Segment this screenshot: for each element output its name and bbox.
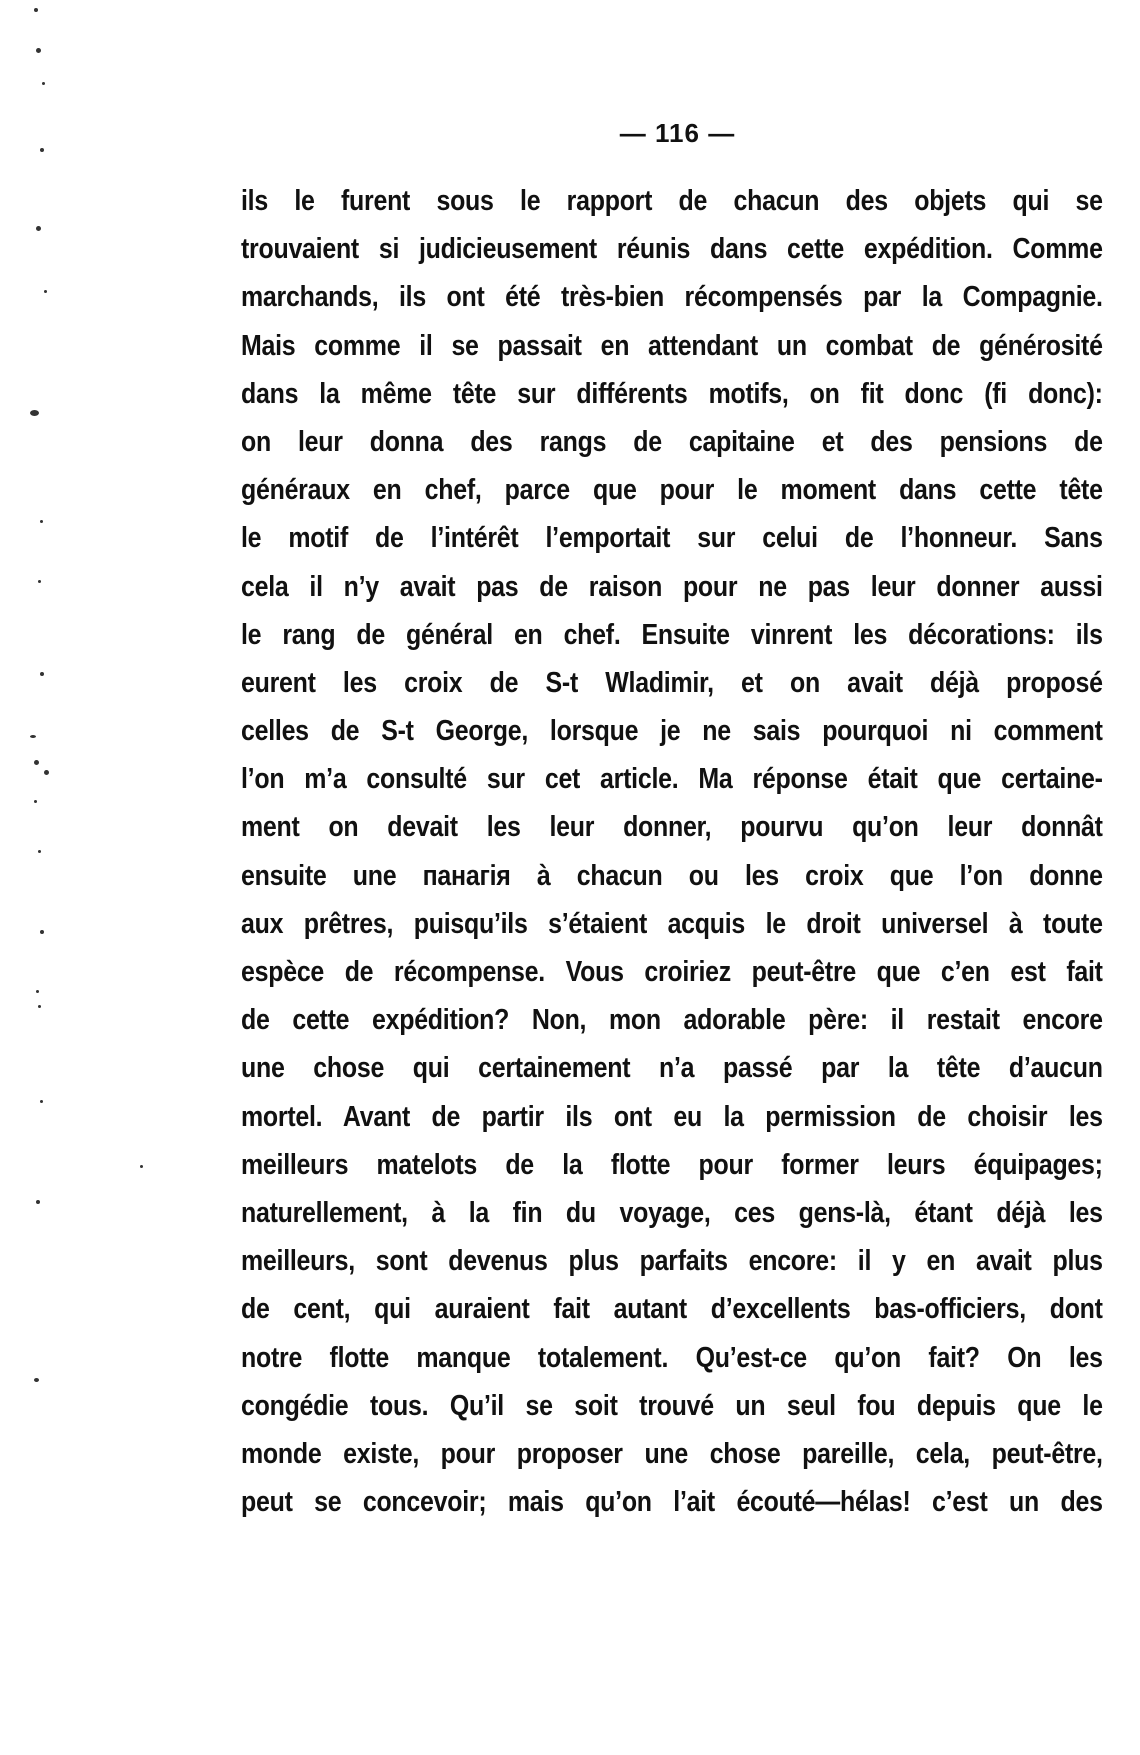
page-number: — 116 — — [619, 118, 736, 148]
text-line: le motif de l’intérêt l’emportait sur celui de l’honneur. Sans — [241, 522, 1103, 555]
text-line: de cette expédition? Non, mon adorable père: il restait encore — [241, 1004, 1103, 1037]
text-line: une chose qui certainement n’a passé par la tête d’aucun — [241, 1052, 1103, 1085]
text-line: espèce de récompense. Vous croiriez peut-être que c’en est fait — [241, 956, 1103, 988]
text-line: Mais comme il se passait en attendant un combat de générosité — [241, 329, 1103, 362]
text-line: meilleurs, sont devenus plus parfaits encore: il y en avait plus — [241, 1245, 1103, 1278]
text-line: dans la même tête sur différents motifs, on fit donc (fi donc): — [241, 377, 1103, 410]
text-line: on leur donna des rangs de capitaine et des pensions de — [241, 425, 1103, 458]
text-line: mortel. Avant de partir ils ont eu la permission de choisir les — [241, 1100, 1103, 1133]
text-line: meilleurs matelots de la flotte pour former leurs équipages; — [241, 1148, 1103, 1181]
text-line: cela il n’y avait pas de raison pour ne pas leur donner aussi — [241, 570, 1103, 603]
text-line: généraux en chef, parce que pour le moment dans cette tête — [241, 474, 1103, 507]
text-line: monde existe, pour proposer une chose pareille, cela, peut-être, — [241, 1437, 1103, 1470]
text-line: eurent les croix de S-t Wladimir, et on avait déjà proposé — [241, 666, 1103, 699]
text-line: notre flotte manque totalement. Qu’est-ce qu’on fait? On les — [241, 1341, 1103, 1374]
text-line: naturellement, à la fin du voyage, ces gens-là, étant déjà les — [241, 1196, 1103, 1229]
text-line: ensuite une панагія à chacun ou les croix que l’on donne — [241, 859, 1103, 892]
text-line: l’on m’a consulté sur cet article. Ma réponse était que certaine- — [241, 763, 1103, 796]
text-line: ment on devait les leur donner, pourvu qu’on leur donnât — [241, 811, 1103, 844]
body-text — [241, 177, 1103, 1526]
text-line: peut se concevoir; mais qu’on l’ait écouté—hélas! c’est un des — [241, 1486, 1103, 1519]
text-line: de cent, qui auraient fait autant d’excellents bas-officiers, dont — [241, 1293, 1103, 1326]
text-line: congédie tous. Qu’il se soit trouvé un seul fou depuis que le — [241, 1389, 1103, 1422]
text-line: le rang de général en chef. Ensuite vinrent les décorations: ils — [241, 618, 1103, 651]
text-line: marchands, ils ont été très-bien récompensés par la Compagnie. — [241, 281, 1103, 314]
text-line: ils le furent sous le rapport de chacun des objets qui se — [241, 185, 1103, 217]
text-line: trouvaient si judicieusement réunis dans cette expédition. Comme — [241, 233, 1103, 266]
text-line: celles de S-t George, lorsque je ne sais pourquoi ni comment — [241, 715, 1103, 748]
text-line: aux prêtres, puisqu’ils s’étaient acquis le droit universel à toute — [241, 907, 1103, 940]
